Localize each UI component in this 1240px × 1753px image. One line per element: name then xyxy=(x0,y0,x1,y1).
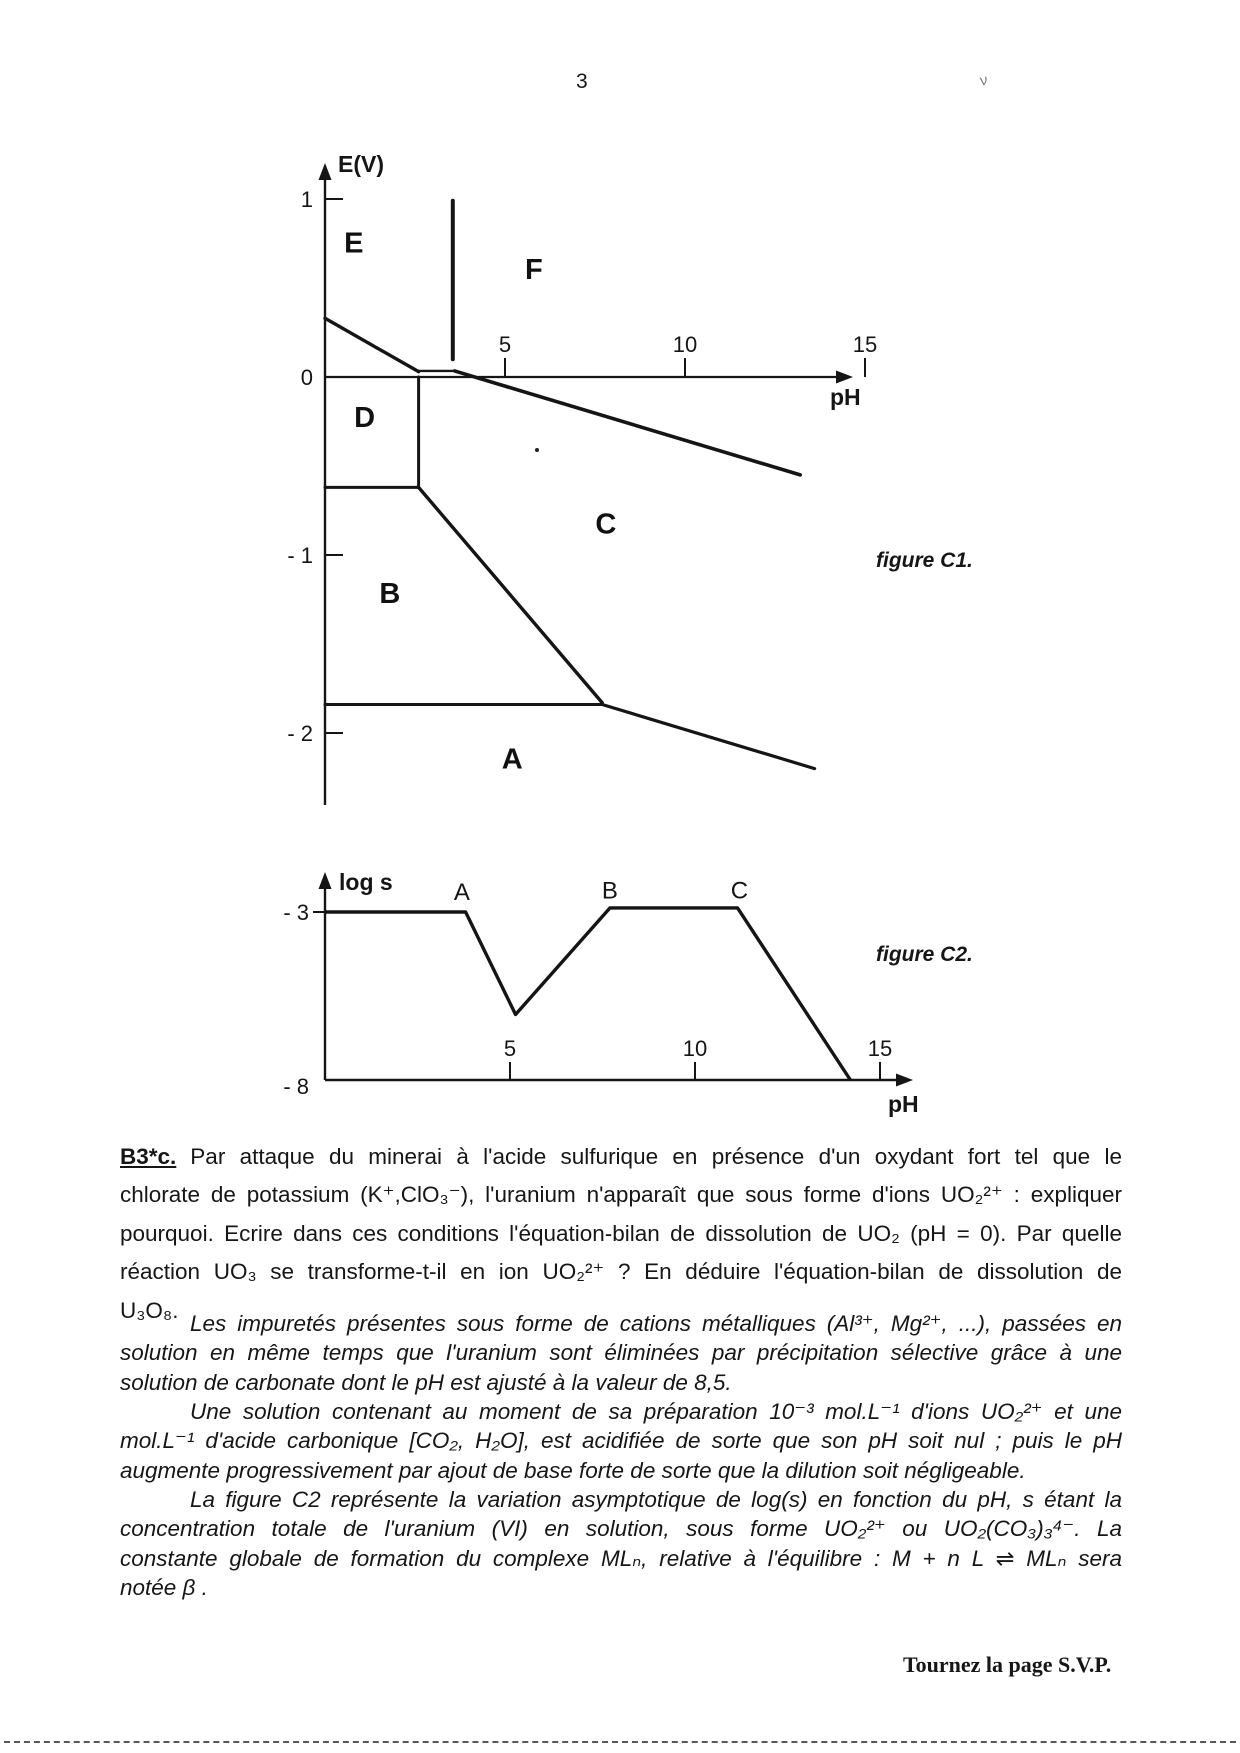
boundary-E-D xyxy=(325,318,419,371)
region-label-C: C xyxy=(595,508,617,541)
text-line: pourquoi. Ecrire dans ces conditions l'équation-bilan de dissolution de UO₂ (pH = 0). Par quelle xyxy=(120,1220,1122,1246)
paragraph-solution xyxy=(120,1397,1122,1485)
text-line-content: Par attaque du minerai à l'acide sulfurique en présence d'un oxydant fort tel que le xyxy=(190,1144,1122,1169)
svg-text:- 8: - 8 xyxy=(283,1074,309,1099)
region-label-F: F xyxy=(524,254,543,287)
figure-c2-plot xyxy=(283,869,918,1117)
svg-text:5: 5 xyxy=(498,332,512,357)
bottom-dashed-line xyxy=(4,1741,1236,1743)
page-number: 3 xyxy=(576,70,588,93)
text-line: constante globale de formation du complexe MLₙ, relative à l'équilibre : M + n L ⇌ MLₙ sera xyxy=(120,1545,1122,1571)
footer-note: Tournez la page S.V.P. xyxy=(903,1652,1112,1677)
curve-label-C: C xyxy=(730,877,749,905)
figure-c1-plot xyxy=(287,151,877,805)
text-line: solution en même temps que l'uranium sont éliminées par précipitation sélective grâce à une xyxy=(120,1340,1122,1366)
svg-text:10: 10 xyxy=(672,332,698,357)
region-label-E: E xyxy=(344,227,364,260)
text-line: réaction UO₃ se transforme-t-il en ion UO₂²⁺ ? En déduire l'équation-bilan de dissolution de xyxy=(120,1259,1122,1285)
svg-text:- 1: - 1 xyxy=(287,543,313,568)
svg-text:15: 15 xyxy=(867,1036,893,1061)
region-label-B: B xyxy=(379,578,401,611)
solubility-curve xyxy=(325,908,850,1080)
svg-text:pH: pH xyxy=(888,1091,919,1117)
svg-text:pH: pH xyxy=(830,384,861,410)
text-line xyxy=(120,1138,1122,1176)
figure-c1-caption: figure C1. xyxy=(876,549,973,572)
ink-dot xyxy=(535,448,539,452)
text-line: augmente progressivement par ajout de base forte de sorte que la dilution soit négligeable. xyxy=(120,1457,1026,1483)
text-line: Les impuretés présentes sous forme de cations métalliques (Al³⁺, Mg²⁺, ...), passées en xyxy=(190,1311,1122,1336)
text-line: solution de carbonate dont le pH est ajusté à la valeur de 8,5. xyxy=(120,1369,732,1395)
svg-text:- 2: - 2 xyxy=(287,721,313,746)
text-line: U₃O₈. xyxy=(120,1297,179,1323)
paragraph-b3c xyxy=(120,1138,1122,1330)
text-line: concentration totale de l'uranium (VI) en solution, sous forme UO₂²⁺ ou UO₂(CO₃)₃⁴⁻. La xyxy=(120,1516,1122,1542)
text-line: chlorate de potassium (K⁺,ClO₃⁻), l'uranium n'apparaît que sous forme d'ions UO₂²⁺ : expliquer xyxy=(120,1182,1122,1208)
text-line: notée β . xyxy=(120,1575,208,1601)
svg-text:- 3: - 3 xyxy=(283,900,309,925)
text-line: mol.L⁻¹ d'acide carbonique [CO₂, H₂O], est acidifiée de sorte que son pH soit nul ; puis le pH xyxy=(120,1428,1122,1454)
curve-label-B: B xyxy=(601,877,618,905)
paragraph-figure-c2 xyxy=(120,1485,1122,1603)
region-label-A: A xyxy=(501,743,523,776)
svg-text:15: 15 xyxy=(852,332,878,357)
text-line: Une solution contenant au moment de sa préparation 10⁻³ mol.L⁻¹ d'ions UO₂²⁺ et une xyxy=(190,1399,1122,1424)
figure-c2-caption: figure C2. xyxy=(876,943,973,966)
question-label: B3*c. xyxy=(120,1144,177,1169)
region-label-D: D xyxy=(354,401,376,434)
svg-text:10: 10 xyxy=(682,1036,708,1061)
svg-text:1: 1 xyxy=(300,187,313,212)
svg-text:E(V): E(V) xyxy=(338,151,384,177)
svg-text:0: 0 xyxy=(300,365,313,390)
paragraph-impuretes xyxy=(120,1309,1122,1397)
corner-mark: ν xyxy=(978,71,989,90)
svg-text:log s: log s xyxy=(339,869,393,895)
text-line: La figure C2 représente la variation asymptotique de log(s) en fonction du pH, s étant la xyxy=(190,1487,1122,1512)
curve-label-A: A xyxy=(453,879,470,907)
boundary-F-C xyxy=(455,371,801,475)
boundary-B-C xyxy=(419,487,603,702)
boundary-C-A xyxy=(602,705,814,769)
svg-text:5: 5 xyxy=(503,1036,517,1061)
